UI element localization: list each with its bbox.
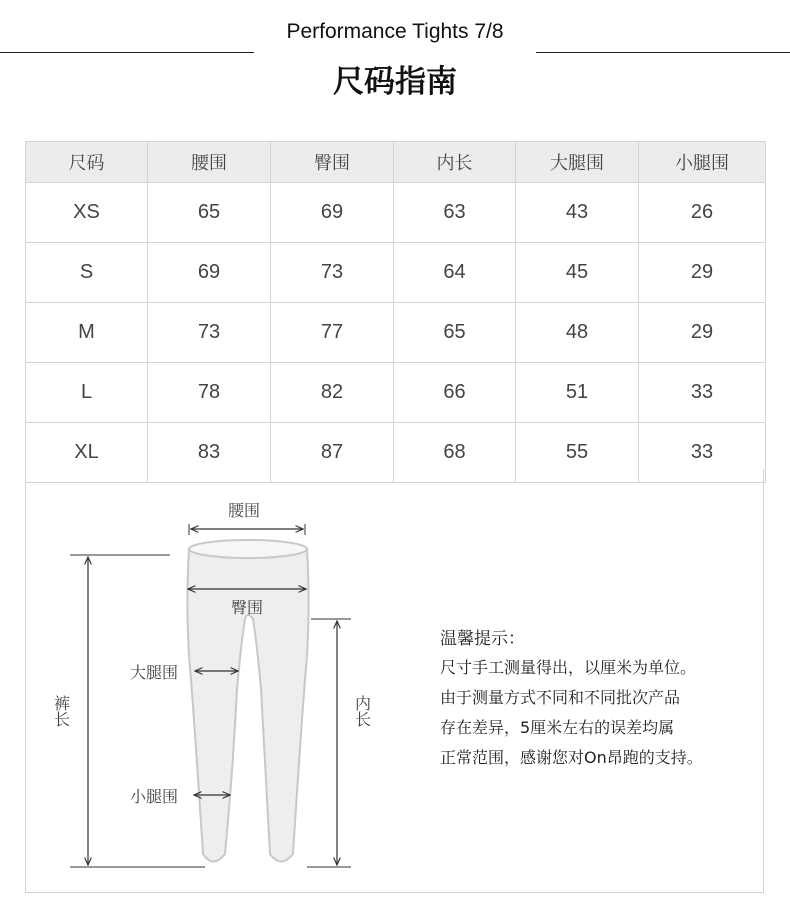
table-row — [26, 303, 766, 363]
table-cell: 51 — [516, 363, 639, 423]
table-cell: 29 — [639, 303, 766, 363]
tips-line: 存在差异，5厘米左右的误差均属 — [440, 718, 675, 737]
tips-line: 正常范围，感谢您对On昂跑的支持。 — [440, 748, 703, 767]
table-header-row — [26, 142, 766, 183]
column-header-size: 尺码 — [26, 142, 148, 183]
header-rule-left — [0, 52, 254, 53]
table-row — [26, 243, 766, 303]
table-cell: 33 — [639, 363, 766, 423]
header-rule-right — [536, 52, 790, 53]
table-cell: 29 — [639, 243, 766, 303]
calf-label: 小腿围 — [129, 787, 179, 806]
table-cell: S — [26, 243, 148, 303]
table-cell: M — [26, 303, 148, 363]
table-cell: 83 — [148, 423, 271, 483]
column-header-inseam: 内长 — [394, 142, 516, 183]
table-cell: 66 — [394, 363, 516, 423]
tips-line: 尺寸手工测量得出，以厘米为单位。 — [440, 658, 697, 677]
table-cell: 87 — [271, 423, 394, 483]
page-title: 尺码指南 — [333, 64, 457, 100]
table-cell: 69 — [148, 243, 271, 303]
pant-length-label-1: 裤长 — [51, 695, 71, 727]
tights-silhouette — [187, 549, 308, 862]
table-cell: 43 — [516, 183, 639, 243]
product-title: Performance Tights 7/8 — [286, 20, 504, 43]
table-cell: 73 — [271, 243, 394, 303]
column-header-calf: 小腿围 — [639, 142, 766, 183]
column-header-waist: 腰围 — [148, 142, 271, 183]
table-cell: 73 — [148, 303, 271, 363]
waistband — [189, 540, 307, 558]
table-cell: 48 — [516, 303, 639, 363]
table-cell: 78 — [148, 363, 271, 423]
size-table — [25, 141, 766, 483]
thigh-label: 大腿围 — [129, 663, 179, 682]
tights-measurement-diagram — [25, 469, 765, 893]
column-header-hip: 臀围 — [271, 142, 394, 183]
hip-label: 臀围 — [230, 598, 264, 617]
table-cell: 77 — [271, 303, 394, 363]
table-row — [26, 183, 766, 243]
table-cell: L — [26, 363, 148, 423]
tips-line: 由于测量方式不同和不同批次产品 — [440, 688, 681, 707]
table-row — [26, 363, 766, 423]
table-cell: 82 — [271, 363, 394, 423]
table-cell: XL — [26, 423, 148, 483]
tips-title: 温馨提示： — [440, 629, 525, 649]
table-cell: 69 — [271, 183, 394, 243]
table-cell: 64 — [394, 243, 516, 303]
table-cell: 68 — [394, 423, 516, 483]
table-cell: XS — [26, 183, 148, 243]
table-cell: 33 — [639, 423, 766, 483]
table-cell: 65 — [148, 183, 271, 243]
inseam-label: 内长 — [352, 695, 372, 727]
table-cell: 55 — [516, 423, 639, 483]
table-cell: 63 — [394, 183, 516, 243]
table-cell: 65 — [394, 303, 516, 363]
waist-label: 腰围 — [227, 501, 261, 520]
column-header-thigh: 大腿围 — [516, 142, 639, 183]
table-cell: 45 — [516, 243, 639, 303]
table-cell: 26 — [639, 183, 766, 243]
